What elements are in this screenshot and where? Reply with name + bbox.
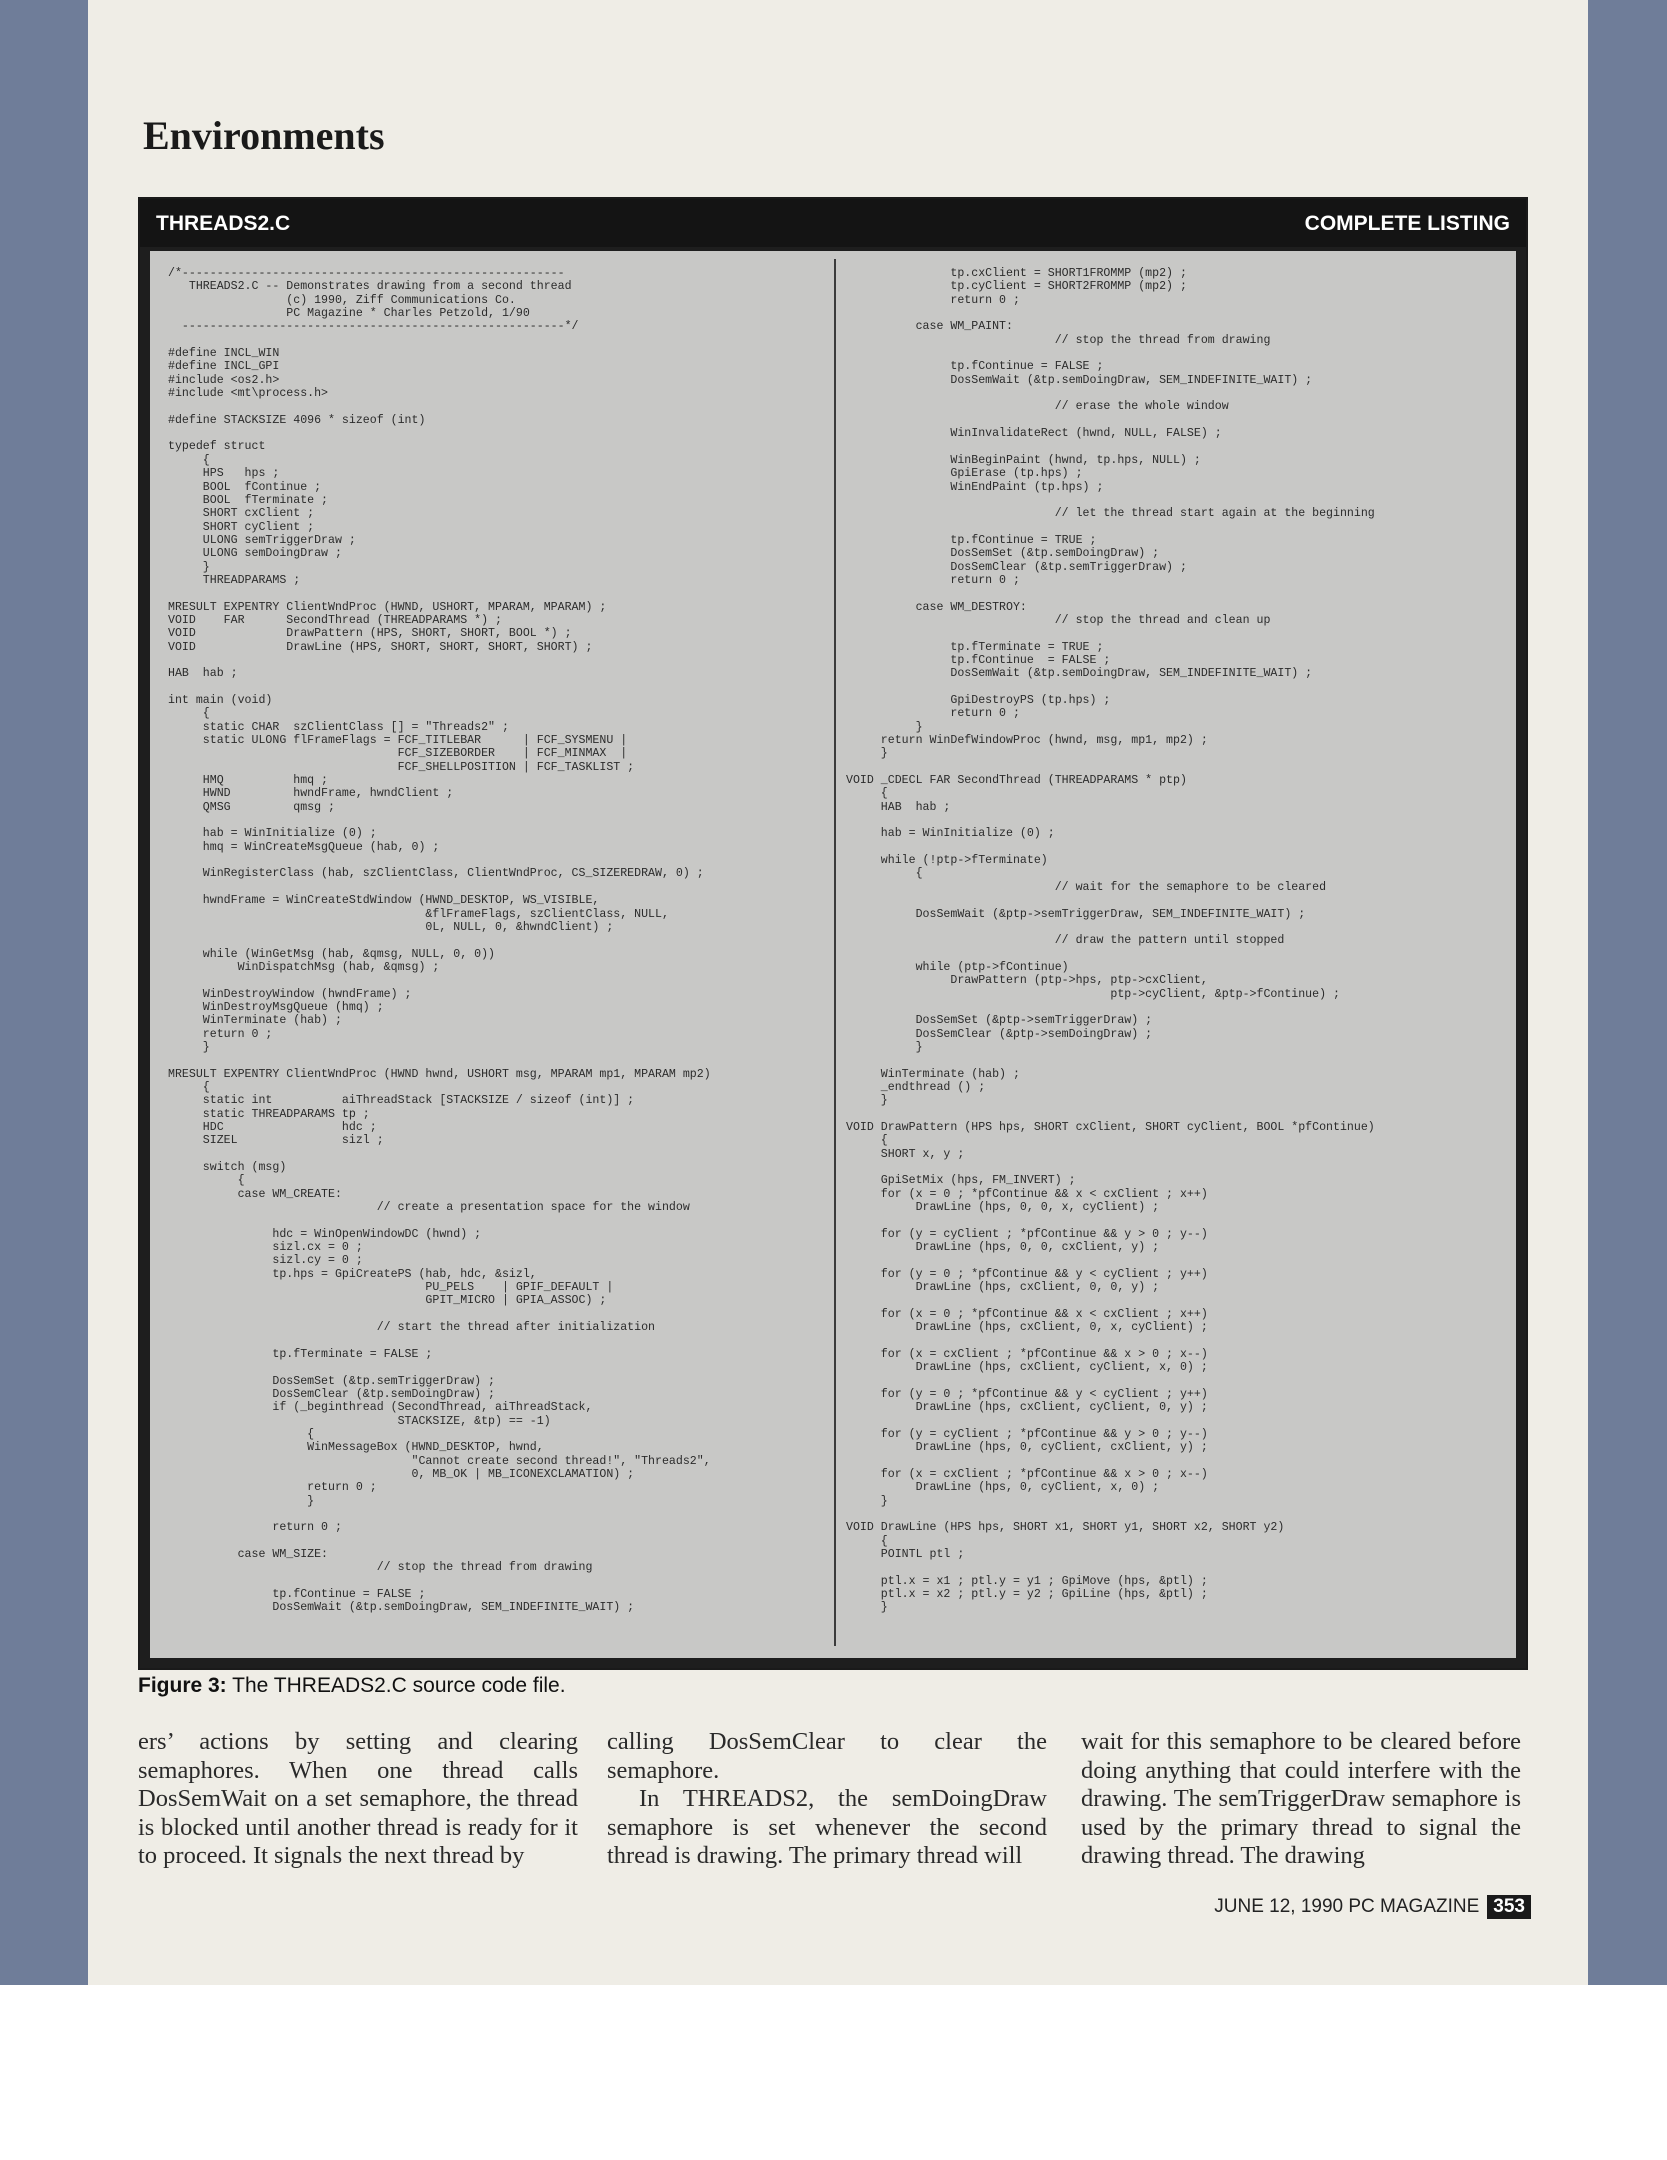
article-column-2 — [607, 1728, 1047, 1871]
article-paragraph: In THREADS2, the semDoingDraw semaphore is set whenever the second thread is drawing. The primary thread will — [607, 1785, 1047, 1869]
footer-date-publication: JUNE 12, 1990 PC MAGAZINE — [1214, 1896, 1480, 1917]
listing-label: COMPLETE LISTING — [1304, 212, 1510, 235]
listing-header — [140, 199, 1526, 247]
magazine-page — [88, 0, 1588, 1985]
listing-body — [150, 251, 1516, 1658]
article-column-1: ers’ actions by setting and clearing semaphores. When one thread calls DosSemWait on a set semaphore, the thread is blocked until another thread is ready for it to proceed. It signals the next thread by — [138, 1728, 578, 1869]
code-column-left: /*------------------------------------------------------- THREADS2.C -- Demonstrates drawing from a second thread (c) 1990, Ziff Communications Co. PC Magazine * Charles Petzold, 1/90 -------------------------------------------------------*/ #define INCL_WIN #define INCL_GPI #include <os2.h> #include <mt\process.h> #define STACKSIZE 4096 * sizeof (int) typedef struct { HPS hps ; BOOL fContinue ; BOOL fTerminate ; SHORT cxClient ; SHORT cyClient ; ULONG semTriggerDraw ; ULONG semDoingDraw ; } THREADPARAMS ; MRESULT EXPENTRY ClientWndProc (HWND, USHORT, MPARAM, MPARAM) ; VOID FAR SecondThread (THREADPARAMS *) ; VOID DrawPattern (HPS, SHORT, SHORT, BOOL *) ; VOID DrawLine (HPS, SHORT, SHORT, SHORT, SHORT) ; HAB hab ; int main (void) { static CHAR szClientClass [] = "Threads2" ; static ULONG flFrameFlags = FCF_TITLEBAR | FCF_SYSMENU | FCF_SIZEBORDER | FCF_MINMAX | FCF_SHELLPOSITION | FCF_TASKLIST ; HMQ hmq ; HWND hwndFrame, hwndClient ; QMSG qmsg ; hab = WinInitialize (0) ; hmq = WinCreateMsgQueue (hab, 0) ; WinRegisterClass (hab, szClientClass, ClientWndProc, CS_SIZEREDRAW, 0) ; hwndFrame = WinCreateStdWindow (HWND_DESKTOP, WS_VISIBLE, &flFrameFlags, szClientClass, NULL, 0L, NULL, 0, &hwndClient) ; while (WinGetMsg (hab, &qmsg, NULL, 0, 0)) WinDispatchMsg (hab, &qmsg) ; WinDestroyWindow (hwndFrame) ; WinDestroyMsgQueue (hmq) ; WinTerminate (hab) ; return 0 ; } MRESULT EXPENTRY ClientWndProc (HWND hwnd, USHORT msg, MPARAM mp1, MPARAM mp2) { static int aiThreadStack [STACKSIZE / sizeof (int)] ; static THREADPARAMS tp ; HDC hdc ; SIZEL sizl ; switch (msg) { case WM_CREATE: // create a presentation space for the window hdc = WinOpenWindowDC (hwnd) ; sizl.cx = 0 ; sizl.cy = 0 ; tp.hps = GpiCreatePS (hab, hdc, &sizl, PU_PELS | GPIF_DEFAULT | GPIT_MICRO | GPIA_ASSOC) ; // start the thread after initialization tp.fTerminate = FALSE ; DosSemSet (&tp.semTriggerDraw) ; DosSemClear (&tp.semDoingDraw) ; if (_beginthread (SecondThread, aiThreadStack, STACKSIZE, &tp) == -1) { WinMessageBox (HWND_DESKTOP, hwnd, "Cannot create second thread!", "Threads2", 0, MB_OK | MB_ICONEXCLAMATION) ; return 0 ; } return 0 ; case WM_SIZE: // stop the thread from drawing tp.fContinue = FALSE ; DosSemWait (&tp.semDoingDraw, SEM_INDEFINITE_WAIT) ; — [168, 267, 711, 1615]
section-title: Environments — [143, 113, 385, 158]
caption-text: The THREADS2.C source code file. — [226, 1674, 566, 1697]
scan-background — [0, 1985, 1667, 2160]
caption-label: Figure 3: — [138, 1674, 227, 1697]
code-listing-box — [138, 197, 1528, 1670]
article-paragraph: calling DosSemClear to clear the semaphore. — [607, 1728, 1047, 1784]
code-column-right: tp.cxClient = SHORT1FROMMP (mp2) ; tp.cyClient = SHORT2FROMMP (mp2) ; return 0 ; case WM_PAINT: // stop the thread from drawing tp.fContinue = FALSE ; DosSemWait (&tp.semDoingDraw, SEM_INDEFINITE_WAIT) ; // erase the whole window WinInvalidateRect (hwnd, NULL, FALSE) ; WinBeginPaint (hwnd, tp.hps, NULL) ; GpiErase (tp.hps) ; WinEndPaint (tp.hps) ; // let the thread start again at the beginning tp.fContinue = TRUE ; DosSemSet (&tp.semDoingDraw) ; DosSemClear (&tp.semTriggerDraw) ; return 0 ; case WM_DESTROY: // stop the thread and clean up tp.fTerminate = TRUE ; tp.fContinue = FALSE ; DosSemWait (&tp.semDoingDraw, SEM_INDEFINITE_WAIT) ; GpiDestroyPS (tp.hps) ; return 0 ; } return WinDefWindowProc (hwnd, msg, mp1, mp2) ; } VOID _CDECL FAR SecondThread (THREADPARAMS * ptp) { HAB hab ; hab = WinInitialize (0) ; while (!ptp->fTerminate) { // wait for the semaphore to be cleared DosSemWait (&ptp->semTriggerDraw, SEM_INDEFINITE_WAIT) ; // draw the pattern until stopped while (ptp->fContinue) DrawPattern (ptp->hps, ptp->cxClient, ptp->cyClient, &ptp->fContinue) ; DosSemSet (&ptp->semTriggerDraw) ; DosSemClear (&ptp->semDoingDraw) ; } WinTerminate (hab) ; _endthread () ; } VOID DrawPattern (HPS hps, SHORT cxClient, SHORT cyClient, BOOL *pfContinue) { SHORT x, y ; GpiSetMix (hps, FM_INVERT) ; for (x = 0 ; *pfContinue && x < cxClient ; x++) DrawLine (hps, 0, 0, x, cyClient) ; for (y = cyClient ; *pfContinue && y > 0 ; y--) DrawLine (hps, 0, 0, cxClient, y) ; for (y = 0 ; *pfContinue && y < cyClient ; y++) DrawLine (hps, cxClient, 0, 0, y) ; for (x = 0 ; *pfContinue && x < cxClient ; x++) DrawLine (hps, cxClient, 0, x, cyClient) ; for (x = cxClient ; *pfContinue && x > 0 ; x--) DrawLine (hps, cxClient, cyClient, x, 0) ; for (y = 0 ; *pfContinue && y < cyClient ; y++) DrawLine (hps, cxClient, cyClient, 0, y) ; for (y = cyClient ; *pfContinue && y > 0 ; y--) DrawLine (hps, 0, cyClient, cxClient, y) ; for (x = cxClient ; *pfContinue && x > 0 ; x--) DrawLine (hps, 0, cyClient, x, 0) ; } VOID DrawLine (HPS hps, SHORT x1, SHORT y1, SHORT x2, SHORT y2) { POINTL ptl ; ptl.x = x1 ; ptl.y = y1 ; GpiMove (hps, &ptl) ; ptl.x = x2 ; ptl.y = y2 ; GpiLine (hps, &ptl) ; } — [846, 267, 1375, 1615]
article-column-3: wait for this semaphore to be cleared before doing anything that could interfere with the drawing. The semTriggerDraw semaphore is used by the primary thread to signal the drawing thread. The drawing — [1081, 1728, 1521, 1869]
column-divider — [834, 259, 836, 1646]
listing-filename: THREADS2.C — [156, 212, 291, 235]
page-footer — [1214, 1895, 1531, 1919]
page-number: 353 — [1487, 1895, 1531, 1919]
figure-caption — [138, 1674, 566, 1698]
